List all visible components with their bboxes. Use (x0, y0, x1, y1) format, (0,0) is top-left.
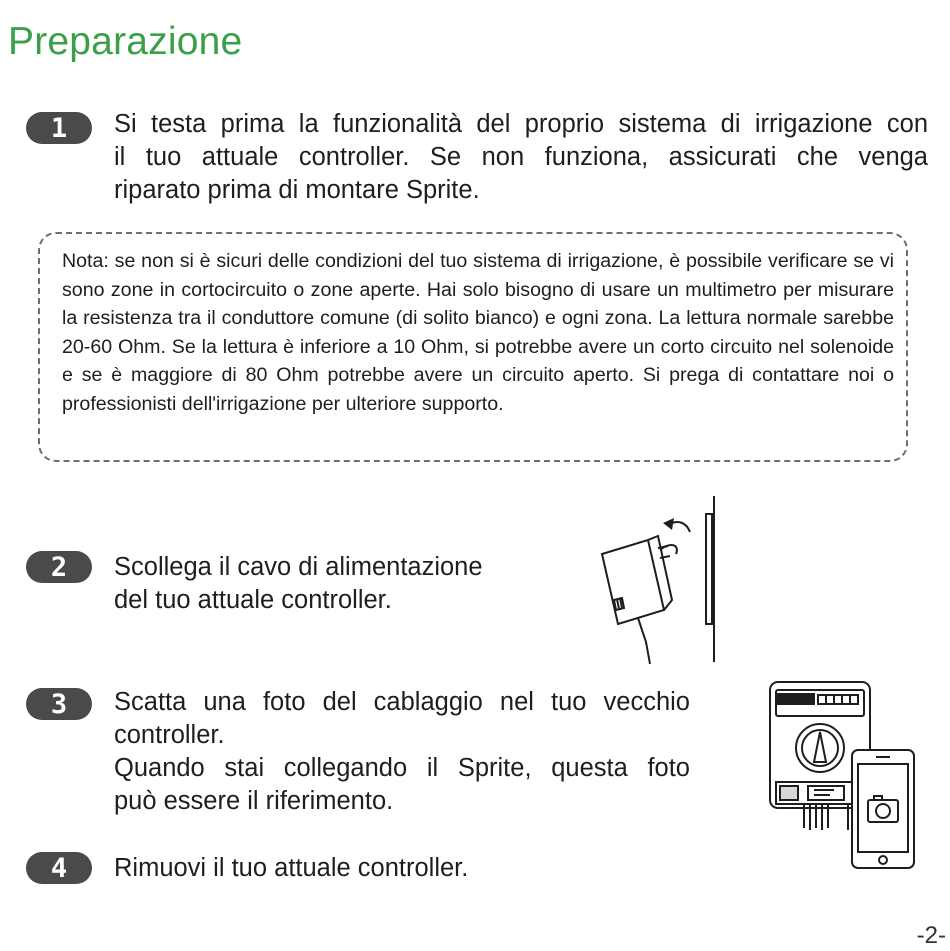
step-2-line: Scollega il cavo di alimentazione (114, 553, 483, 581)
step-1-line: riparato prima di montare Sprite. (114, 176, 480, 204)
controller-and-phone-camera-illustration (764, 678, 922, 874)
step-3-line: può essere il riferimento. (114, 787, 394, 815)
page-title: Preparazione (8, 20, 243, 63)
step-2-badge: 2 (26, 551, 92, 583)
step-2-line: del tuo attuale controller. (114, 586, 392, 614)
step-1-line: Si testa prima la funzionalità del proprio sistema di irrigazione con (114, 110, 928, 138)
step-3-badge: 3 (26, 688, 92, 720)
step-4-line: Rimuovi il tuo attuale controller. (114, 854, 469, 882)
step-2-text (114, 551, 544, 617)
step-3-line: controller. (114, 721, 225, 749)
note-text: Nota: se non si è sicuri delle condizioni del tuo sistema di irrigazione, è possibile verificare se vi sono zone in cortocircuito o zone aperte. Hai solo bisogno di usare un multimetro per misurare la resistenza tra il conduttore comune (di solito bianco) e ogni zona. La lettura normale sarebbe 20-60 Ohm. Se la lettura è inferiore a 10 Ohm, si potrebbe avere un corto circuito nel solenoide e se è maggiore di 80 Ohm potrebbe avere un circuito aperto. Si prega di contattare noi o professionisti dell'irrigazione per ulteriore supporto. (62, 250, 894, 415)
step-4-text (114, 852, 714, 885)
step-1-text (114, 108, 928, 207)
step-3-text (114, 686, 690, 818)
step-1-line: il tuo attuale controller. Se non funziona, assicurati che venga (114, 143, 928, 171)
step-3-line: Scatta una foto del cablaggio nel tuo vecchio (114, 688, 690, 716)
step-4-badge: 4 (26, 852, 92, 884)
power-plug-unplug-illustration (590, 492, 730, 667)
step-1-badge: 1 (26, 112, 92, 144)
page-number: -2- (916, 922, 946, 949)
step-3-line: Quando stai collegando il Sprite, questa foto (114, 754, 690, 782)
